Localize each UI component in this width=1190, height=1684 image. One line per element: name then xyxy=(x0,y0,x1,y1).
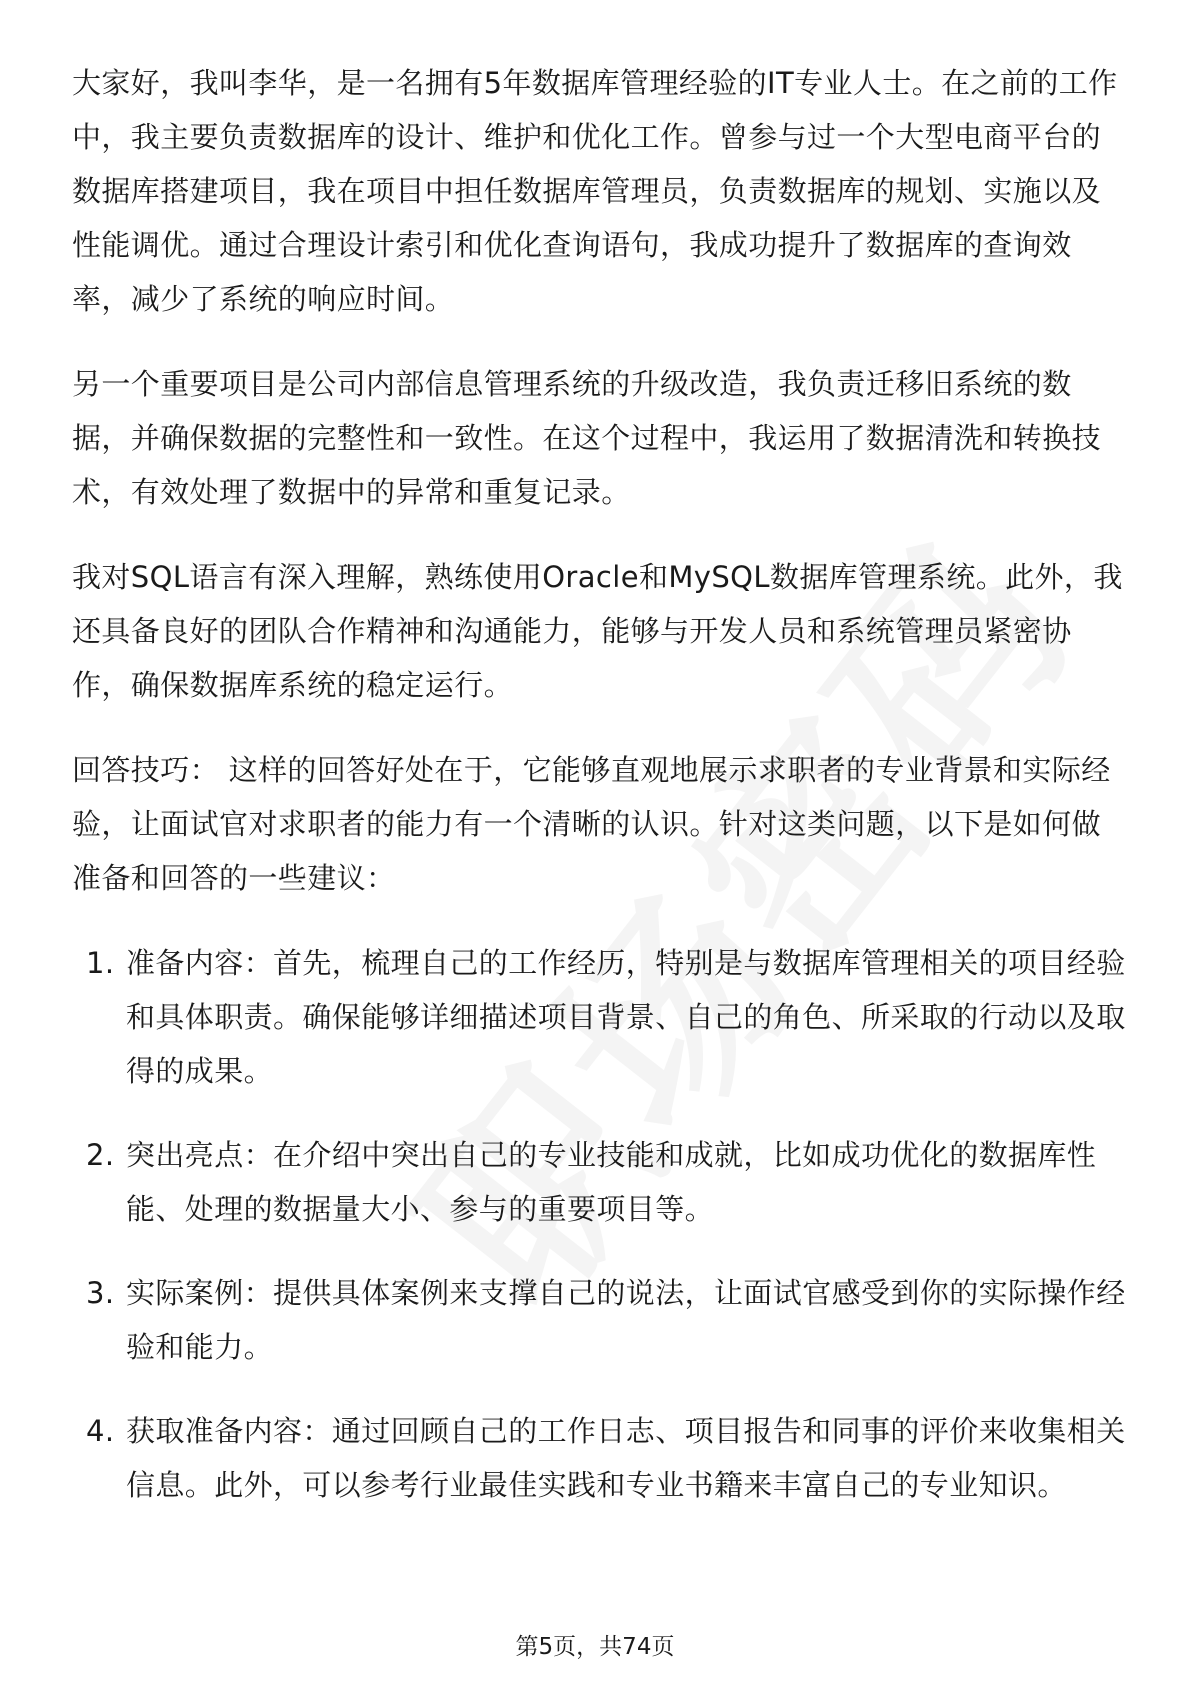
list-item xyxy=(72,936,1130,1098)
document-body xyxy=(72,56,1130,1542)
list-item-number: 4. xyxy=(86,1414,115,1448)
list-item xyxy=(72,1266,1130,1374)
paragraph-project: 另一个重要项目是公司内部信息管理系统的升级改造，我负责迁移旧系统的数据，并确保数据的完整性和一致性。在这个过程中，我运用了数据清洗和转换技术，有效处理了数据中的异常和重复记录。 xyxy=(72,367,1102,509)
list-item-text: 获取准备内容：通过回顾自己的工作日志、项目报告和同事的评价来收集相关信息。此外，可以参考行业最佳实践和专业书籍来丰富自己的专业知识。 xyxy=(126,1414,1126,1502)
list-item-number: 2. xyxy=(86,1138,115,1172)
list-item xyxy=(72,1128,1130,1236)
list-item-text: 突出亮点：在介绍中突出自己的专业技能和成就，比如成功优化的数据库性能、处理的数据量大小、参与的重要项目等。 xyxy=(126,1138,1097,1226)
paragraph-intro: 大家好，我叫李华，是一名拥有5年数据库管理经验的IT专业人士。在之前的工作中，我主要负责数据库的设计、维护和优化工作。曾参与过一个大型电商平台的数据库搭建项目，我在项目中担任数据库管理员，负责数据库的规划、实施以及性能调优。通过合理设计索引和优化查询语句，我成功提升了数据库的查询效率，减少了系统的响应时间。 xyxy=(72,66,1118,316)
paragraph-skills: 我对SQL语言有深入理解，熟练使用Oracle和MySQL数据库管理系统。此外，我还具备良好的团队合作精神和沟通能力，能够与开发人员和系统管理员紧密协作，确保数据库系统的稳定运行。 xyxy=(72,560,1123,702)
list-item-text: 准备内容：首先，梳理自己的工作经历，特别是与数据库管理相关的项目经验和具体职责。确保能够详细描述项目背景、自己的角色、所采取的行动以及取得的成果。 xyxy=(126,946,1126,1088)
list-item-number: 3. xyxy=(86,1276,115,1310)
paragraph-tips-intro: 回答技巧： 这样的回答好处在于，它能够直观地展示求职者的专业背景和实际经验，让面试官对求职者的能力有一个清晰的认识。针对这类问题，以下是如何做准备和回答的一些建议： xyxy=(72,753,1111,895)
list-item xyxy=(72,1404,1130,1512)
list-item-text: 实际案例：提供具体案例来支撑自己的说法，让面试官感受到你的实际操作经验和能力。 xyxy=(126,1276,1126,1364)
list-item-number: 1. xyxy=(86,946,115,980)
tips-list xyxy=(72,936,1130,1512)
page-number-footer: 第5页，共74页 xyxy=(515,1634,675,1660)
